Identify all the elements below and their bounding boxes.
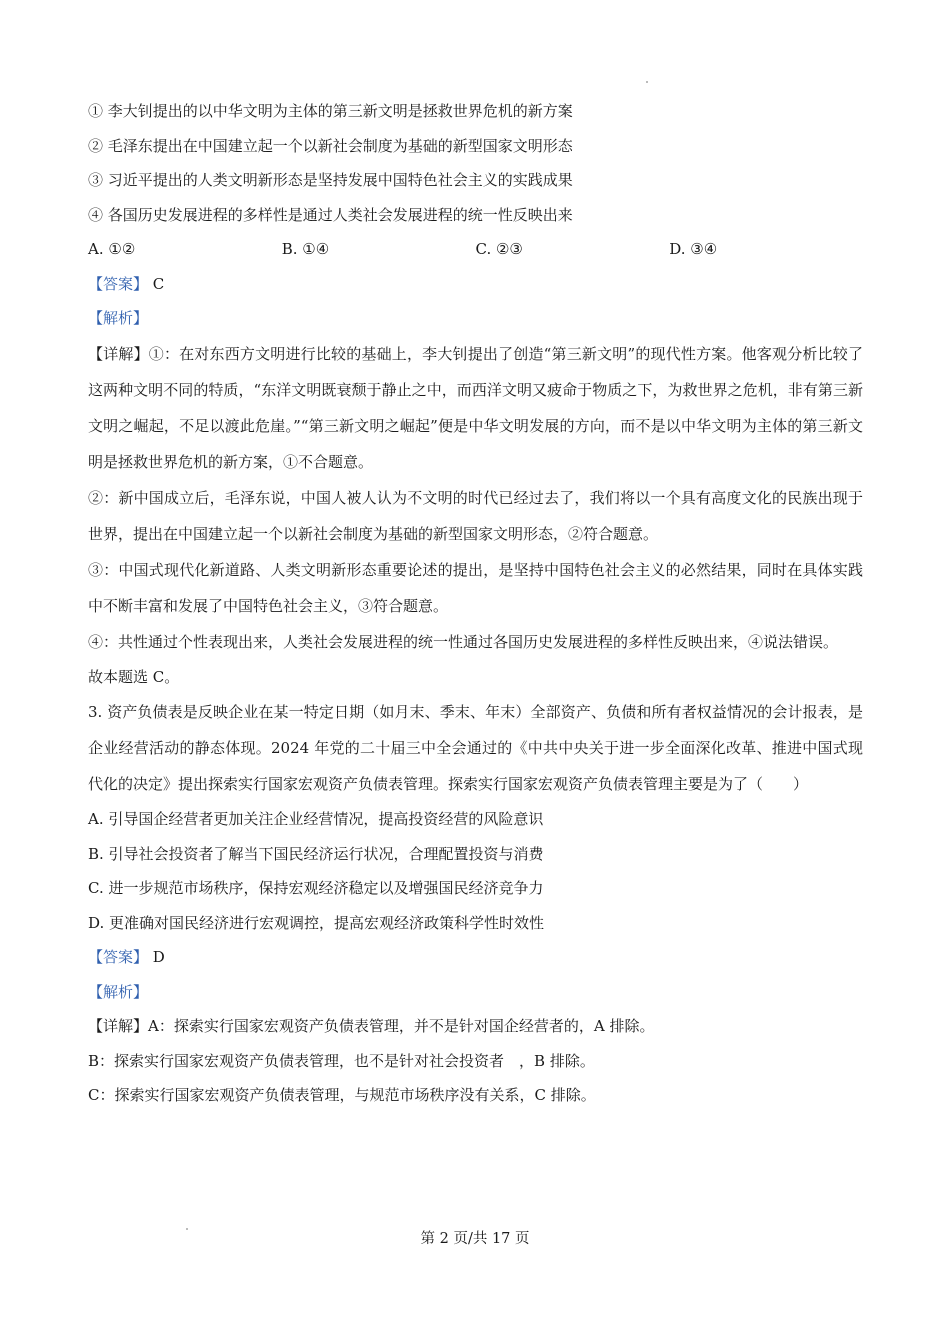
page-footer: 第 2 页/共 17 页 bbox=[420, 1231, 530, 1247]
q3-detail-b: B：探索实行国家宏观资产负债表管理，也不是针对社会投资者 ，B 排除。 bbox=[88, 1051, 595, 1070]
q2-detail-2: ②：新中国成立后，毛泽东说，中国人被人认为不文明的时代已经过去了，我们将以一个具有高度文化的民族出现于世界，提出在中国建立起一个以新社会制度为基础的新型国家文明形态，②符合题意。 bbox=[88, 488, 863, 543]
q3-stem: 3. 资产负债表是反映企业在某一特定日期（如月末、季末、年末）全部资产、负债和所有者权益情况的会计报表，是企业经营活动的静态体现。2024 年党的二十届三中全会通过的《中共中央关于进一步全面深化改革、推进中国式现代化的决定》提出探索实行国家宏观资产负债表管理。探索实行国家宏观资产负债表管理主要是为了（ ） bbox=[88, 703, 863, 793]
q3-analysis bbox=[88, 975, 863, 1010]
q2-analysis bbox=[88, 301, 863, 336]
q2-answer bbox=[88, 267, 863, 302]
q2-detail-1: 【详解】①：在对东西方文明进行比较的基础上，李大钊提出了创造“第三新文明”的现代性方案。他客观分析比较了这两种文明不同的特质，“东洋文明既衰颓于静止之中，而西洋文明又疲命于物质之下，为救世界之危机，非有第三新文明之崛起，不足以渡此危崖。”“第三新文明之崛起”便是中华文明发展的方向，而不是以中华文明为主体的第三新文明是拯救世界危机的新方案，①不合题意。 bbox=[88, 344, 863, 471]
document-page bbox=[88, 94, 863, 1113]
detail-tag: 【详解】 bbox=[88, 344, 149, 363]
q3-option-c: C. 进一步规范市场秩序，保持宏观经济稳定以及增强国民经济竞争力 bbox=[88, 879, 544, 897]
analysis-tag: 【解析】 bbox=[88, 309, 149, 327]
q3-detail-a: 【详解】A：探索实行国家宏观资产负债表管理，并不是针对国企经营者的，A 排除。 bbox=[88, 1017, 655, 1035]
answer-value: D bbox=[152, 948, 165, 966]
q2-option-c: C. ②③ bbox=[475, 240, 523, 258]
q3-answer bbox=[88, 940, 863, 975]
q2-detail-4: ④：共性通过个性表现出来，人类社会发展进程的统一性通过各国历史发展进程的多样性反映出来，④说法错误。 bbox=[88, 632, 839, 651]
detail-tag: 【详解】 bbox=[88, 1017, 149, 1035]
analysis-tag: 【解析】 bbox=[88, 982, 149, 1001]
answer-tag: 【答案】 bbox=[88, 274, 149, 293]
scan-dot bbox=[646, 81, 648, 83]
statement-3: ③ 习近平提出的人类文明新形态是坚持发展中国特色社会主义的实践成果 bbox=[88, 171, 573, 189]
answer-tag: 【答案】 bbox=[88, 948, 149, 966]
q2-options bbox=[88, 232, 863, 267]
q2-option-b: B. ①④ bbox=[281, 240, 330, 258]
q3-option-b: B. 引导社会投资者了解当下国民经济运行状况，合理配置投资与消费 bbox=[88, 844, 544, 863]
q2-detail-3: ③：中国式现代化新道路、人类文明新形态重要论述的提出，是坚持中国特色社会主义的必然结果，同时在具体实践中不断丰富和发展了中国特色社会主义，③符合题意。 bbox=[88, 560, 863, 615]
q2-option-a: A. ①② bbox=[88, 240, 136, 258]
q3-option-a: A. 引导国企经营者更加关注企业经营情况，提高投资经营的风险意识 bbox=[88, 810, 544, 828]
statement-4: ④ 各国历史发展进程的多样性是通过人类社会发展进程的统一性反映出来 bbox=[88, 205, 573, 224]
statement-2: ② 毛泽东提出在中国建立起一个以新社会制度为基础的新型国家文明形态 bbox=[88, 136, 573, 155]
q2-conclusion: 故本题选 C。 bbox=[88, 667, 180, 686]
q3-detail-c: C：探索实行国家宏观资产负债表管理，与规范市场秩序没有关系，C 排除。 bbox=[88, 1086, 596, 1104]
q3-option-d: D. 更准确对国民经济进行宏观调控，提高宏观经济政策科学性时效性 bbox=[88, 913, 545, 932]
answer-value: C bbox=[152, 274, 165, 293]
q2-option-d: D. ③④ bbox=[669, 240, 718, 258]
statement-1: ① 李大钊提出的以中华文明为主体的第三新文明是拯救世界危机的新方案 bbox=[88, 102, 573, 120]
